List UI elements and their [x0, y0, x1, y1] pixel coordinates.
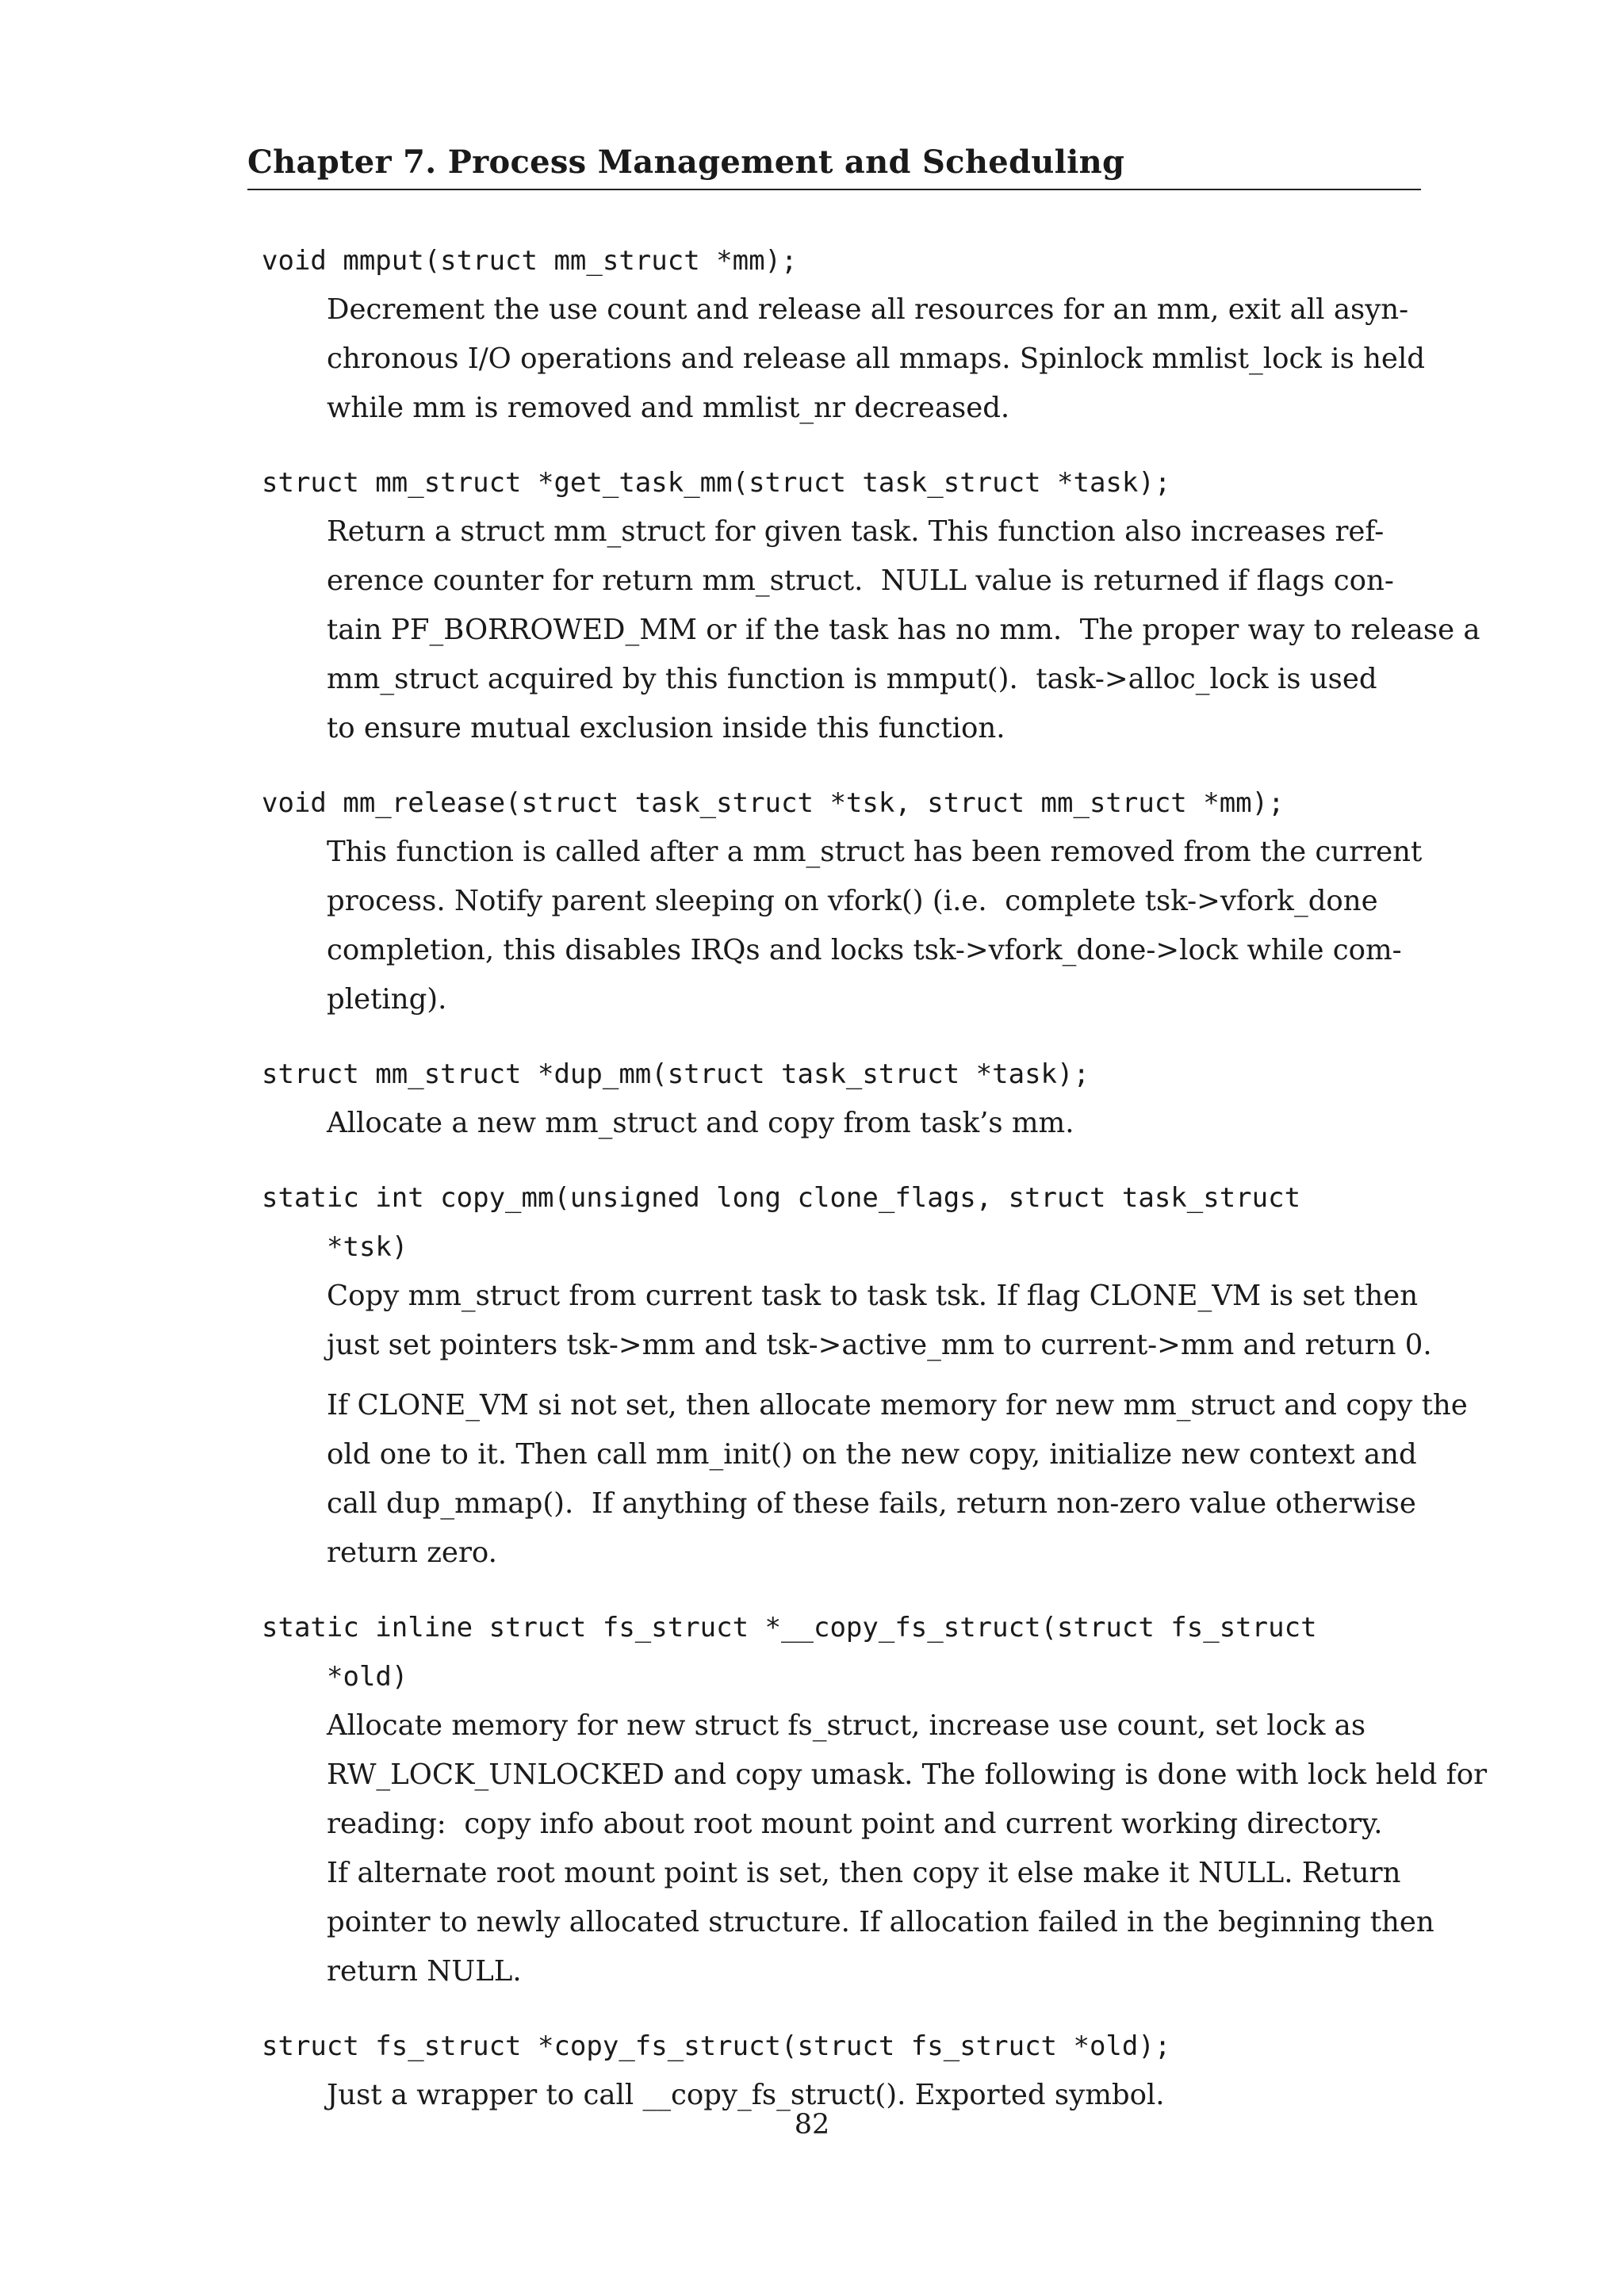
signature-line: struct mm_struct *get_task_mm(struct task_struct *task);	[262, 467, 1171, 499]
function-signature	[262, 2022, 1421, 2071]
signature-line: void mm_release(struct task_struct *tsk, struct mm_struct *mm);	[262, 787, 1285, 819]
chapter-title: Chapter 7. Process Management and Scheduling	[247, 144, 1125, 181]
description-line: pointer to newly allocated structure. If allocation failed in the beginning then	[327, 1906, 1434, 1938]
description-line: return zero.	[327, 1536, 497, 1569]
description-line: while mm is removed and mmlist_nr decreased.	[327, 392, 1010, 424]
function-signature	[262, 458, 1421, 507]
function-description	[327, 828, 1421, 1024]
function-description	[327, 1701, 1488, 1996]
description-line: completion, this disables IRQs and locks tsk->vfork_done->lock while com-	[327, 934, 1402, 966]
page-header	[247, 143, 1421, 190]
signature-line: void mmput(struct mm_struct *mm);	[262, 245, 798, 277]
description-line: Copy mm_struct from current task to task tsk. If flag CLONE_VM is set then	[327, 1280, 1419, 1312]
description-line: Just a wrapper to call __copy_fs_struct(). Exported symbol.	[327, 2079, 1165, 2111]
description-line: mm_struct acquired by this function is mmput(). task->alloc_lock is used	[327, 663, 1377, 695]
function-signature	[262, 1603, 1421, 1701]
description-line: Decrement the use count and release all resources for an mm, exit all asyn-	[327, 293, 1409, 326]
description-line: If alternate root mount point is set, then copy it else make it NULL. Return	[327, 1857, 1401, 1889]
description-line: call dup_mmap(). If anything of these fails, return non-zero value otherwise	[327, 1487, 1416, 1520]
description-line: return NULL.	[327, 1955, 522, 1988]
page-number: 82	[794, 2109, 830, 2141]
description-line: Allocate a new mm_struct and copy from task’s mm.	[327, 1107, 1074, 1139]
description-line: chronous I/O operations and release all mmaps. Spinlock mmlist_lock is held	[327, 342, 1426, 375]
description-line: reading: copy info about root mount point and current working directory.	[327, 1808, 1383, 1840]
signature-line: struct mm_struct *dup_mm(struct task_struct *task);	[262, 1058, 1090, 1090]
function-entry	[262, 1050, 1421, 1148]
description-line: RW_LOCK_UNLOCKED and copy umask. The following is done with lock held for	[327, 1758, 1488, 1791]
description-line: just set pointers tsk->mm and tsk->active_mm to current->mm and return 0.	[327, 1329, 1432, 1361]
function-entry	[262, 458, 1480, 753]
signature-line: struct fs_struct *copy_fs_struct(struct fs_struct *old);	[262, 2030, 1171, 2062]
function-signature	[262, 1173, 1421, 1272]
function-entry	[262, 236, 1426, 433]
description-line: erence counter for return mm_struct. NULL value is returned if flags con-	[327, 564, 1394, 597]
function-description	[327, 1099, 1421, 1148]
description-line: pleting).	[327, 983, 447, 1016]
function-description	[327, 1272, 1468, 1578]
description-line: to ensure mutual exclusion inside this function.	[327, 712, 1005, 744]
description-line: This function is called after a mm_struct has been removed from the current	[327, 836, 1423, 868]
description-line: old one to it. Then call mm_init() on the new copy, initialize new context and	[327, 1438, 1417, 1471]
signature-line: static int copy_mm(unsigned long clone_flags, struct task_struct	[262, 1182, 1301, 1214]
signature-line-continued: *old)	[327, 1661, 408, 1693]
function-entry	[262, 2022, 1421, 2120]
page-body	[262, 236, 1488, 2145]
function-signature	[262, 236, 1421, 285]
signature-line: static inline struct fs_struct *__copy_fs_struct(struct fs_struct	[262, 1612, 1317, 1644]
description-line: Allocate memory for new struct fs_struct, increase use count, set lock as	[327, 1709, 1366, 1742]
function-entry	[262, 1173, 1468, 1578]
function-entry	[262, 1603, 1488, 1996]
paragraph-break	[327, 1370, 1421, 1381]
signature-line-continued: *tsk)	[327, 1231, 408, 1263]
function-description	[327, 507, 1480, 753]
function-description	[327, 285, 1426, 433]
function-signature	[262, 1050, 1421, 1099]
description-line: Return a struct mm_struct for given task. This function also increases ref-	[327, 515, 1385, 548]
description-line: tain PF_BORROWED_MM or if the task has no mm. The proper way to release a	[327, 614, 1480, 646]
function-signature	[262, 779, 1421, 828]
description-line: If CLONE_VM si not set, then allocate memory for new mm_struct and copy the	[327, 1389, 1468, 1422]
description-line: process. Notify parent sleeping on vfork() (i.e. complete tsk->vfork_done	[327, 885, 1378, 917]
function-entry	[262, 779, 1421, 1024]
